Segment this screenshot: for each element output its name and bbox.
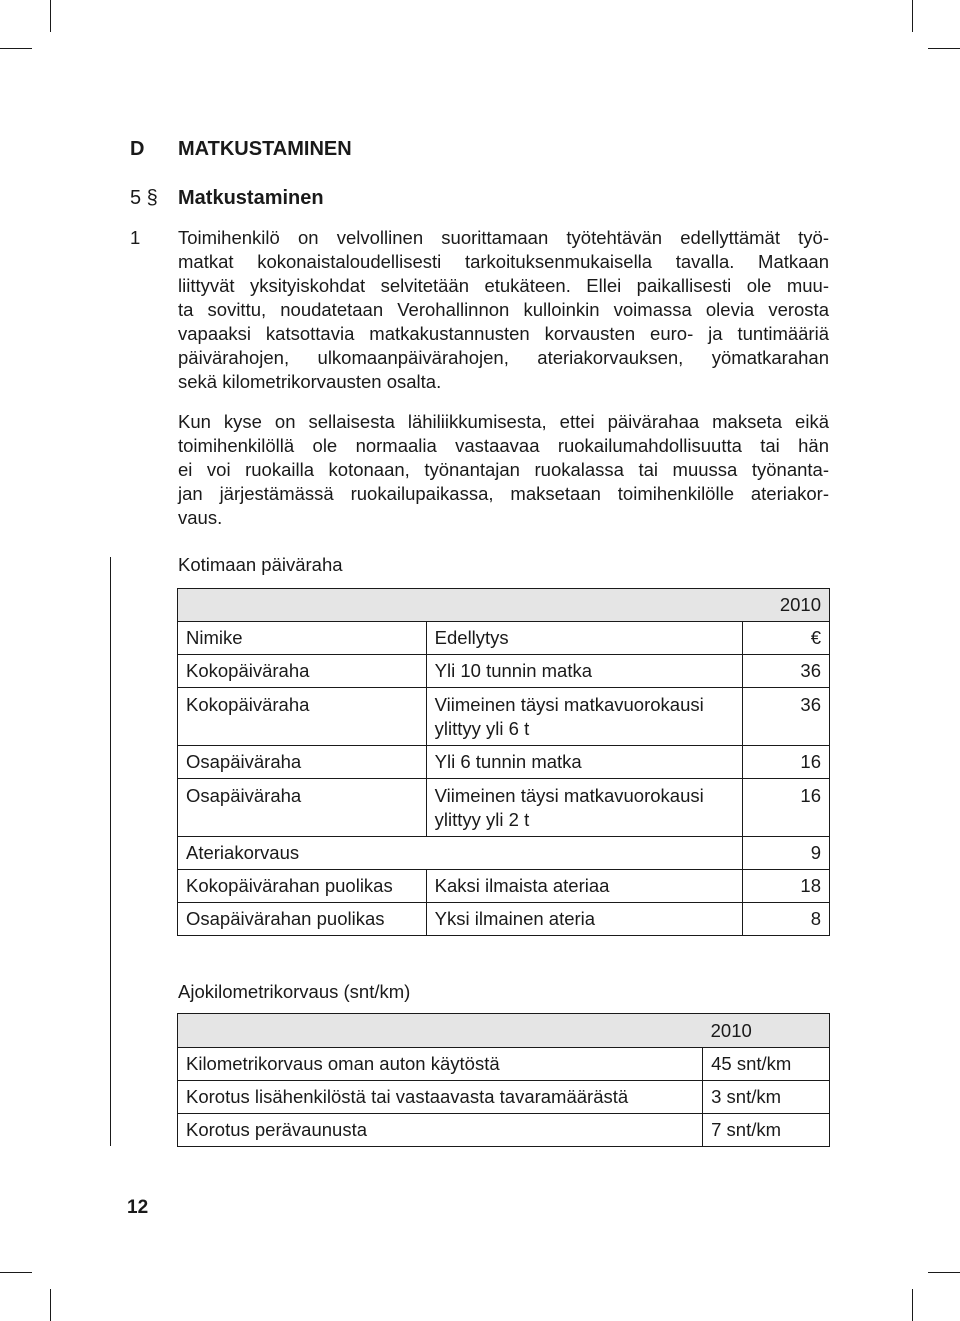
text-line: ta sovittu, noudatetaan Verohallinnon kulloinkin voimassa olevia verosta (178, 299, 829, 320)
column-header-title: Nimike (178, 622, 427, 655)
column-header-condition: Edellytys (426, 622, 742, 655)
section-letter: D (130, 138, 145, 160)
crop-mark (50, 1289, 51, 1321)
crop-mark (0, 1272, 32, 1273)
text-line: vaus. (178, 507, 223, 528)
table-row (178, 1081, 830, 1114)
text-line: Kun kyse on sellaisesta lähiliikkumisesta, ettei päivärahaa makseta eikä (178, 411, 829, 432)
table-row (178, 903, 830, 936)
row-condition: Viimeinen täysi matkavuorokausi ylittyy yli 6 t (426, 688, 742, 746)
year-cell: 2010 (743, 589, 830, 622)
row-condition: Yli 10 tunnin matka (426, 655, 742, 688)
table-row (178, 688, 830, 746)
row-amount: 9 (743, 837, 830, 870)
row-title: Osapäiväraha (178, 779, 427, 837)
text-line: liittyvät yksityiskohdat selvitetään etukäteen. Ellei paikallisesti ole muu- (178, 275, 829, 296)
table-row (178, 1048, 830, 1081)
crop-mark (928, 48, 960, 49)
mileage-heading: Ajokilometrikorvaus (snt/km) (178, 981, 411, 1002)
row-condition: Viimeinen täysi matkavuorokausi ylittyy yli 2 t (426, 779, 742, 837)
page-number: 12 (127, 1197, 149, 1218)
item-number: 1 (130, 227, 141, 248)
crop-mark (928, 1272, 960, 1273)
row-value: 7 snt/km (703, 1114, 830, 1147)
year-cell: 2010 (703, 1014, 830, 1048)
table-row (178, 746, 830, 779)
daily-allowance-heading: Kotimaan päiväraha (178, 554, 343, 575)
row-condition: Yli 6 tunnin matka (426, 746, 742, 779)
paragraph-number: 5 § (130, 187, 158, 209)
row-condition (426, 837, 742, 870)
row-title: Kokopäiväraha (178, 655, 427, 688)
text-line: Toimihenkilö on velvollinen suorittamaan työtehtävän edellyttämät työ- (178, 227, 829, 248)
row-value: 3 snt/km (703, 1081, 830, 1114)
row-amount: 16 (743, 779, 830, 837)
daily-allowance-table (177, 588, 830, 936)
table-row (178, 837, 830, 870)
text-line: päivärahojen, ulkomaanpäivärahojen, ateriakorvauksen, yömatkarahan (178, 347, 829, 368)
column-header-amount: € (743, 622, 830, 655)
row-title: Ateriakorvaus (178, 837, 427, 870)
margin-change-bar (110, 557, 111, 1146)
crop-mark (912, 0, 913, 32)
row-title: Kokopäiväraha (178, 688, 427, 746)
mileage-table (177, 1013, 830, 1147)
row-amount: 36 (743, 688, 830, 746)
text-line: sekä kilometrikorvausten osalta. (178, 371, 442, 392)
table-row (178, 655, 830, 688)
row-amount: 18 (743, 870, 830, 903)
row-title: Kilometrikorvaus oman auton käytöstä (178, 1048, 703, 1081)
row-amount: 16 (743, 746, 830, 779)
crop-mark (912, 1289, 913, 1321)
item-text (178, 226, 829, 394)
row-title: Korotus lisähenkilöstä tai vastaavasta tavaramäärästä (178, 1081, 703, 1114)
text-line: matkat kokonaistaloudellisesti tarkoituksenmukaisella tavalla. Matkaan (178, 251, 829, 272)
row-value: 45 snt/km (703, 1048, 830, 1081)
table-year-row (178, 589, 830, 622)
row-amount: 36 (743, 655, 830, 688)
item-text-2 (178, 410, 829, 530)
table-row (178, 870, 830, 903)
paragraph-title: Matkustaminen (178, 187, 324, 209)
row-condition: Kaksi ilmaista ateriaa (426, 870, 742, 903)
table-row (178, 779, 830, 837)
text-line: toimihenkilöllä ole normaalia vastaavaa ruokailumahdollisuutta tai hän (178, 435, 829, 456)
row-title: Osapäiväraha (178, 746, 427, 779)
text-line: jan järjestämässä ruokailupaikassa, maksetaan toimihenkilölle ateriakor- (178, 483, 829, 504)
crop-mark (0, 48, 32, 49)
table-year-row (178, 1014, 830, 1048)
row-title: Kokopäivärahan puolikas (178, 870, 427, 903)
row-title: Korotus perävaunusta (178, 1114, 703, 1147)
row-title: Osapäivärahan puolikas (178, 903, 427, 936)
table-header-row (178, 622, 830, 655)
text-line: vapaaksi katsottavia matkakustannusten korvausten euro- ja tuntimääriä (178, 323, 829, 344)
section-title: MATKUSTAMINEN (178, 138, 352, 160)
crop-mark (50, 0, 51, 32)
text-line: ei voi ruokailla kotonaan, työnantajan ruokalassa tai muussa työnanta- (178, 459, 829, 480)
table-row (178, 1114, 830, 1147)
row-amount: 8 (743, 903, 830, 936)
row-condition: Yksi ilmainen ateria (426, 903, 742, 936)
